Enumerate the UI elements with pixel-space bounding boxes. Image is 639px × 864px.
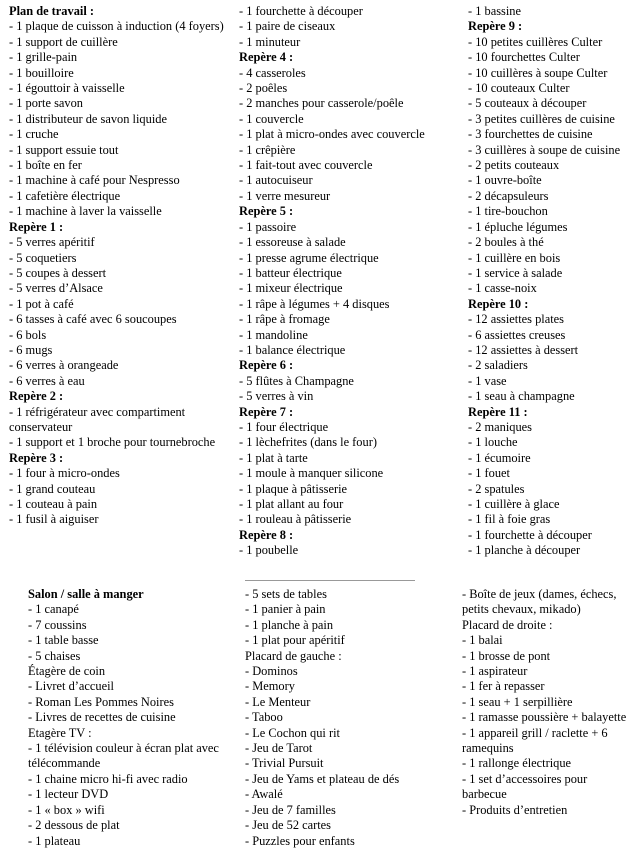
inventory-item: - 1 brosse de pont — [462, 648, 551, 663]
inventory-item: - Produits d’entretien — [462, 802, 568, 817]
inventory-item: - 5 sets de tables — [245, 587, 327, 601]
inventory-item: - 5 coquetiers — [9, 250, 77, 265]
inventory-item: - 1 cuillère en bois — [468, 250, 561, 265]
inventory-item: - 1 balai — [462, 633, 503, 648]
inventory-item: - 1 plat à tarte — [239, 450, 308, 465]
kitchen-column-2 — [239, 4, 464, 559]
living-room-column-2 — [245, 587, 457, 849]
inventory-item: - 2 spatules — [468, 481, 525, 496]
inventory-item: - 1 autocuiseur — [239, 173, 313, 188]
inventory-item: - Le Menteur — [245, 694, 311, 709]
inventory-item: - Roman Les Pommes Noires — [28, 694, 174, 709]
section-heading: Plan de travail : — [9, 4, 95, 18]
inventory-item: - 3 fourchettes de cuisine — [468, 127, 593, 142]
inventory-item: - 6 mugs — [9, 342, 53, 357]
inventory-item: - 5 flûtes à Champagne — [239, 373, 354, 388]
inventory-item: - 1 four à micro-ondes — [9, 466, 120, 481]
inventory-item: - 10 couteaux Culter — [468, 81, 570, 96]
inventory-item: - 1 panier à pain — [245, 602, 326, 617]
inventory-item: - 1 planche à découper — [468, 543, 581, 558]
inventory-item: - 1 essoreuse à salade — [239, 235, 346, 250]
inventory-item: - 1 casse-noix — [468, 281, 537, 296]
inventory-item: - 5 coupes à dessert — [9, 265, 107, 280]
inventory-item: - Jeu de Yams et plateau de dés — [245, 771, 400, 786]
inventory-item: - 1 mandoline — [239, 327, 308, 342]
inventory-item: - 1 support et 1 broche pour tournebroche — [9, 435, 216, 450]
inventory-item: - 1 ouvre-boîte — [468, 173, 542, 188]
inventory-item: - 6 assiettes creuses — [468, 327, 566, 342]
inventory-item: - 1 cafetière électrique — [9, 188, 121, 203]
inventory-item: - 1 grand couteau — [9, 481, 96, 496]
inventory-item: - 1 four électrique — [239, 419, 329, 434]
section-heading: Repère 4 : — [239, 50, 294, 65]
inventory-item: - 4 casseroles — [239, 65, 306, 80]
inventory-item: - 1 planche à pain — [245, 617, 334, 632]
inventory-item: - 5 verres apéritif — [9, 235, 95, 250]
inventory-item: - 1 table basse — [28, 633, 99, 648]
inventory-item: - 1 minuteur — [239, 34, 301, 49]
inventory-item: - 2 décapsuleurs — [468, 188, 549, 203]
inventory-item: Étagère de coin — [28, 664, 106, 679]
kitchen-column-3 — [468, 4, 638, 559]
section-heading: Repère 2 : — [9, 389, 64, 404]
inventory-item: - 1 paire de ciseaux — [239, 19, 336, 34]
inventory-item: - 1 fourchette à découper — [239, 4, 363, 18]
inventory-item: - Trivial Pursuit — [245, 756, 324, 771]
inventory-item: - 2 poêles — [239, 81, 288, 96]
inventory-item: - 1 presse agrume électrique — [239, 250, 379, 265]
inventory-item: - 1 passoire — [239, 219, 297, 234]
inventory-item: - Livres de recettes de cuisine — [28, 710, 176, 725]
inventory-item: - 6 tasses à café avec 6 soucoupes — [9, 312, 177, 327]
inventory-item: - 1 « box » wifi — [28, 802, 105, 817]
section-heading: Repère 1 : — [9, 219, 64, 234]
inventory-item: - 1 lèchefrites (dans le four) — [239, 435, 377, 450]
inventory-item: - Jeu de 7 familles — [245, 802, 336, 817]
inventory-item: - Livret d’accueil — [28, 679, 114, 694]
inventory-item: - 1 support essuie tout — [9, 142, 119, 157]
inventory-item: - 1 fusil à aiguiser — [9, 512, 99, 527]
inventory-item: Placard de droite : — [462, 617, 553, 632]
inventory-item: - 1 fouet — [468, 466, 510, 481]
inventory-item: - 10 petites cuillères Culter — [468, 34, 603, 49]
inventory-item: - 1 écumoire — [468, 450, 531, 465]
inventory-item: - 1 crêpière — [239, 142, 296, 157]
inventory-item: - 1 cruche — [9, 127, 59, 142]
inventory-item: - 1 plat allant au four — [239, 497, 344, 511]
inventory-item: - 1 tire-bouchon — [468, 204, 548, 219]
inventory-item: - 1 pot à café — [9, 296, 74, 311]
inventory-item: - 5 verres à vin — [239, 389, 314, 404]
inventory-item: - 1 balance électrique — [239, 342, 346, 357]
section-heading: Repère 9 : — [468, 19, 523, 34]
inventory-item: - 10 cuillères à soupe Culter — [468, 65, 608, 80]
section-heading: Repère 6 : — [239, 358, 294, 373]
inventory-item: - 1 canapé — [28, 602, 79, 617]
inventory-item: - 1 cuillère à glace — [468, 497, 560, 511]
inventory-item: - 1 set d’accessoires pour barbecue — [462, 771, 588, 802]
inventory-item: - 1 plateau — [28, 833, 81, 848]
section-divider — [245, 580, 415, 581]
inventory-item: - 1 appareil grill / raclette + 6 ramequins — [462, 725, 608, 756]
section-heading: Repère 11 : — [468, 404, 528, 419]
section-heading: Repère 8 : — [239, 527, 294, 542]
inventory-item: - 1 poubelle — [239, 543, 299, 558]
inventory-item: - Dominos — [245, 664, 298, 679]
inventory-item: - 1 batteur électrique — [239, 265, 342, 280]
inventory-item: - 1 plat à micro-ondes avec couvercle — [239, 127, 425, 142]
inventory-item: - 7 coussins — [28, 617, 87, 632]
inventory-item: - 10 fourchettes Culter — [468, 50, 580, 65]
inventory-item: - Puzzles pour enfants — [245, 833, 355, 848]
inventory-item: - Le Cochon qui rit — [245, 725, 340, 740]
section-heading: Repère 7 : — [239, 404, 294, 419]
inventory-item: - 1 épluche légumes — [468, 219, 568, 234]
inventory-item: - 1 rouleau à pâtisserie — [239, 512, 352, 527]
inventory-item: - 1 plaque de cuisson à induction (4 foyers) — [9, 19, 224, 34]
inventory-item: - 1 égouttoir à vaisselle — [9, 81, 125, 96]
living-room-column-1 — [28, 587, 236, 849]
inventory-item: - 1 bouilloire — [9, 65, 74, 80]
inventory-item: - 1 fil à foie gras — [468, 512, 551, 527]
inventory-item: - 1 lecteur DVD — [28, 787, 109, 802]
inventory-item: - 1 râpe à légumes + 4 disques — [239, 296, 390, 311]
inventory-item: - 1 réfrigérateur avec compartiment conservateur — [9, 404, 186, 434]
inventory-item: Placard de gauche : — [245, 648, 342, 663]
inventory-item: - 2 maniques — [468, 419, 533, 434]
inventory-item: - 1 ramasse poussière + balayette — [462, 710, 627, 725]
inventory-item: - 6 verres à eau — [9, 373, 85, 388]
inventory-item: - 1 fer à repasser — [462, 679, 545, 694]
inventory-item: - 6 bols — [9, 327, 47, 342]
inventory-item: - 1 verre mesureur — [239, 188, 331, 203]
inventory-item: - 5 verres d’Alsace — [9, 281, 103, 296]
inventory-item: - 5 couteaux à découper — [468, 96, 587, 111]
inventory-item: - 1 porte savon — [9, 96, 83, 111]
inventory-item: - 2 dessous de plat — [28, 818, 120, 833]
inventory-item: - 1 chaine micro hi-fi avec radio — [28, 771, 188, 786]
inventory-item: - 1 fait-tout avec couvercle — [239, 158, 373, 173]
inventory-item: - 1 service à salade — [468, 265, 563, 280]
inventory-item: - 1 support de cuillère — [9, 34, 118, 49]
inventory-item: - 2 saladiers — [468, 358, 528, 373]
inventory-item: - 3 petites cuillères de cuisine — [468, 111, 615, 126]
inventory-item: - 12 assiettes à dessert — [468, 342, 579, 357]
inventory-item: - 2 petits couteaux — [468, 158, 560, 173]
inventory-item: - 1 rallonge électrique — [462, 756, 572, 771]
inventory-item: - 12 assiettes plates — [468, 312, 565, 327]
inventory-item: - 2 manches pour casserole/poêle — [239, 96, 404, 111]
section-heading: Salon / salle à manger — [28, 587, 144, 601]
inventory-item: Etagère TV : — [28, 725, 92, 740]
inventory-item: - 3 cuillères à soupe de cuisine — [468, 142, 621, 157]
inventory-item: - 1 distributeur de savon liquide — [9, 111, 167, 126]
inventory-item: - Boîte de jeux (dames, échecs, petits chevaux, mikado) — [462, 587, 617, 617]
inventory-item: - 1 plat pour apéritif — [245, 633, 345, 648]
inventory-item: - 1 râpe à fromage — [239, 312, 330, 327]
inventory-item: - 1 vase — [468, 373, 507, 388]
inventory-item: - 1 louche — [468, 435, 518, 450]
inventory-item: - 1 machine à laver la vaisselle — [9, 204, 162, 219]
inventory-item: - Taboo — [245, 710, 283, 725]
inventory-item: - 5 chaises — [28, 648, 81, 663]
inventory-item: - 1 aspirateur — [462, 664, 528, 679]
kitchen-column-1 — [9, 4, 231, 528]
inventory-item: - 1 couvercle — [239, 111, 304, 126]
inventory-item: - 1 moule à manquer silicone — [239, 466, 384, 481]
inventory-item: - Memory — [245, 679, 295, 694]
inventory-item: - 6 verres à orangeade — [9, 358, 119, 373]
section-heading: Repère 5 : — [239, 204, 294, 219]
inventory-item: - 1 fourchette à découper — [468, 527, 592, 542]
inventory-item: - 1 bassine — [468, 4, 521, 18]
inventory-item: - 1 plaque à pâtisserie — [239, 481, 348, 496]
inventory-item: - 1 mixeur électrique — [239, 281, 343, 296]
inventory-item: - 1 télévision couleur à écran plat avec télécommande — [28, 741, 219, 771]
inventory-item: - 1 machine à café pour Nespresso — [9, 173, 180, 188]
inventory-item: - 1 grille-pain — [9, 50, 78, 65]
inventory-item: - Awalé — [245, 787, 283, 802]
section-heading: Repère 10 : — [468, 296, 529, 311]
inventory-item: - 1 boîte en fer — [9, 158, 82, 173]
living-room-column-3 — [462, 587, 634, 818]
inventory-item: - Jeu de Tarot — [245, 741, 313, 756]
inventory-item: - Jeu de 52 cartes — [245, 818, 332, 833]
inventory-item: - 1 seau + 1 serpillière — [462, 694, 573, 709]
inventory-item: - 1 couteau à pain — [9, 497, 98, 511]
section-heading: Repère 3 : — [9, 450, 64, 465]
inventory-item: - 2 boules à thé — [468, 235, 544, 250]
inventory-item: - 1 seau à champagne — [468, 389, 575, 404]
